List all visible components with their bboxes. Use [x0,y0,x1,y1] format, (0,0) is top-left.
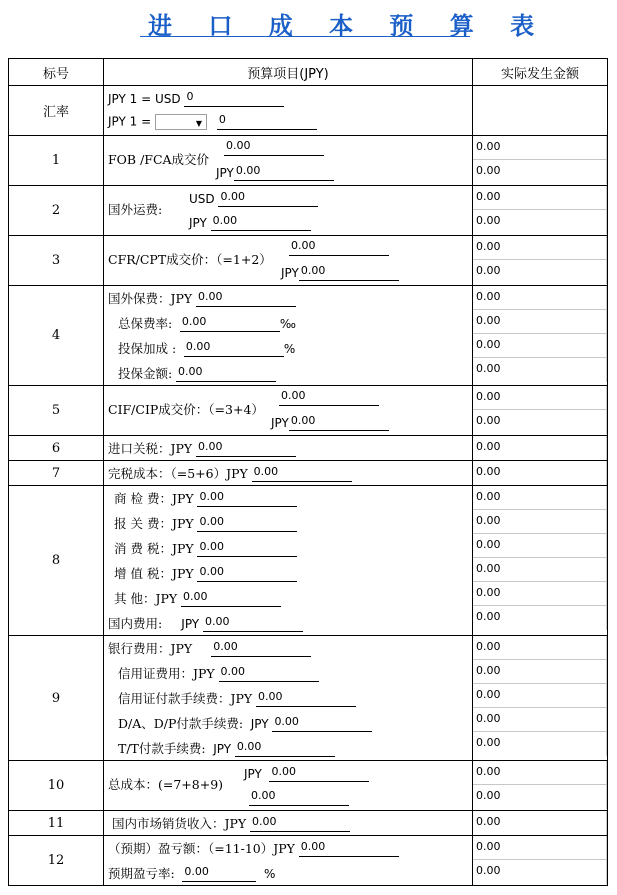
actual-value[interactable]: 0.00 [473,410,607,434]
actual-value[interactable]: 0.00 [473,558,607,582]
actual-value[interactable]: 0.00 [473,811,607,835]
other-fee-input[interactable]: 0.00 [181,590,281,607]
freight-jpy-input[interactable]: 0.00 [211,214,311,231]
row-9: 9 银行费用：JPY 0.00 信用证费用：JPY 0.00 信用证付款手续费：JPY 0.00 D/A、D/P付款手续费: JPY 0.00 T/T付款手续费: JPY 0.00 0.00 0.00 0.00 0.00 0.00 [9,636,608,761]
budget-table [8,58,608,886]
row-4: 4 国外保费：JPY 0.00 总保费率: 0.00 ‰ 投保加成 : 0.00 % 投保金额: 0.00 0.00 0.00 0.00 0.00 [9,286,608,386]
consumption-tax-input[interactable]: 0.00 [197,540,297,557]
cfr-jpy-input[interactable]: 0.00 [299,264,399,281]
total-cost-jpy-input[interactable]: 0.00 [269,765,369,782]
insured-amount-input[interactable]: 0.00 [176,365,276,382]
actual-value[interactable]: 0.00 [473,636,607,660]
actual-value[interactable]: 0.00 [473,386,607,410]
rate-input[interactable]: 0 [217,113,317,130]
vat-input[interactable]: 0.00 [197,565,297,582]
header-actual: 实际发生金额 [473,59,608,86]
lc-payment-fee-input[interactable]: 0.00 [256,690,356,707]
insurance-markup-input[interactable]: 0.00 [184,340,284,357]
actual-value[interactable]: 0.00 [473,186,607,210]
header-no: 标号 [9,59,104,86]
bank-fee-input[interactable]: 0.00 [211,640,311,657]
chevron-down-icon: ▼ [195,119,202,128]
insurance-input[interactable]: 0.00 [196,290,296,307]
title-underline [140,4,549,40]
row-10: 10 总成本：(=7+8+9) JPY 0.00 0.00 0.00 0.00 [9,761,608,811]
row-6: 6 进口关税：JPY 0.00 0.00 [9,436,608,461]
row-no: 汇率 [9,86,104,136]
total-cost-input[interactable]: 0.00 [249,789,349,806]
row-11: 11 国内市场销货收入：JPY 0.00 0.00 [9,811,608,836]
row-3: 3 CFR/CPT成交价：（=1+2） 0.00 JPY 0.00 0.00 0.00 [9,236,608,286]
cif-jpy-input[interactable]: 0.00 [289,414,389,431]
row-12: 12 （预期）盈亏额：（=11-10）JPY 0.00 预期盈亏率: 0.00 % 0.00 0.00 [9,836,608,886]
cfr-usd-input[interactable]: 0.00 [289,239,389,256]
actual-value[interactable]: 0.00 [473,486,607,510]
customs-fee-input[interactable]: 0.00 [197,515,297,532]
actual-value[interactable]: 0.00 [473,436,607,460]
actual-value[interactable]: 0.00 [473,286,607,310]
domestic-sales-input[interactable]: 0.00 [250,815,350,832]
freight-usd-input[interactable]: 0.00 [218,190,318,207]
actual-value[interactable]: 0.00 [473,732,607,756]
actual-value[interactable]: 0.00 [473,136,607,160]
actual-value[interactable]: 0.00 [473,785,607,809]
actual-value[interactable]: 0.00 [473,708,607,732]
actual-value[interactable]: 0.00 [473,836,607,860]
actual-value[interactable]: 0.00 [473,660,607,684]
row-1: 1 FOB /FCA成交价 0.00 JPY 0.00 0.00 0.00 [9,136,608,186]
actual-value[interactable]: 0.00 [473,358,607,382]
actual-value[interactable]: 0.00 [473,334,607,358]
duty-paid-cost-input[interactable]: 0.00 [252,465,352,482]
actual-value[interactable]: 0.00 [473,236,607,260]
profit-loss-input[interactable]: 0.00 [299,840,399,857]
actual-value[interactable]: 0.00 [473,260,607,284]
inspection-fee-input[interactable]: 0.00 [197,490,297,507]
page-title: 进 口 成 本 预 算 表 [148,11,549,40]
row-rate: 汇率 JPY 1 = USD 0 JPY 1 = ▼ 0 [9,86,608,136]
actual-value[interactable]: 0.00 [473,582,607,606]
actual-value[interactable]: 0.00 [473,684,607,708]
usd-rate-input[interactable]: 0 [184,90,284,107]
actual-value[interactable]: 0.00 [473,461,607,485]
row-8: 8 商 检 费：JPY 0.00 报 关 费：JPY 0.00 消 费 税：JPY 0.00 增 值 税：JPY 0.00 其 他：JPY 0.00 国内费用: JPY 0.00 0.00 0.00 0.00 0.00 0.00 0.00 [9,486,608,636]
row-5: 5 CIF/CIP成交价：（=3+4） 0.00 JPY 0.00 0.00 0.00 [9,386,608,436]
actual-value[interactable]: 0.00 [473,860,607,884]
lc-fee-input[interactable]: 0.00 [219,665,319,682]
import-duty-input[interactable]: 0.00 [196,440,296,457]
row-2: 2 国外运费: USD 0.00 JPY 0.00 0.00 0.00 [9,186,608,236]
actual-value[interactable]: 0.00 [473,310,607,334]
header-item: 预算项目(JPY) [104,59,473,86]
actual-value[interactable]: 0.00 [473,160,607,184]
tt-fee-input[interactable]: 0.00 [235,740,335,757]
insurance-rate-input[interactable]: 0.00 [180,315,280,332]
profit-rate-input[interactable]: 0.00 [182,865,256,882]
fob-usd-input[interactable]: 0.00 [224,139,324,156]
fob-jpy-input[interactable]: 0.00 [234,164,334,181]
actual-value[interactable]: 0.00 [473,534,607,558]
currency-select[interactable] [155,114,207,130]
da-dp-fee-input[interactable]: 0.00 [272,715,372,732]
actual-value[interactable]: 0.00 [473,761,607,785]
header-row [9,59,608,86]
actual-value[interactable]: 0.00 [473,210,607,234]
row-7: 7 完税成本：（=5+6）JPY 0.00 0.00 [9,461,608,486]
actual-value[interactable]: 0.00 [473,510,607,534]
cif-usd-input[interactable]: 0.00 [279,389,379,406]
actual-value[interactable]: 0.00 [473,606,607,630]
domestic-fee-input[interactable]: 0.00 [203,615,303,632]
